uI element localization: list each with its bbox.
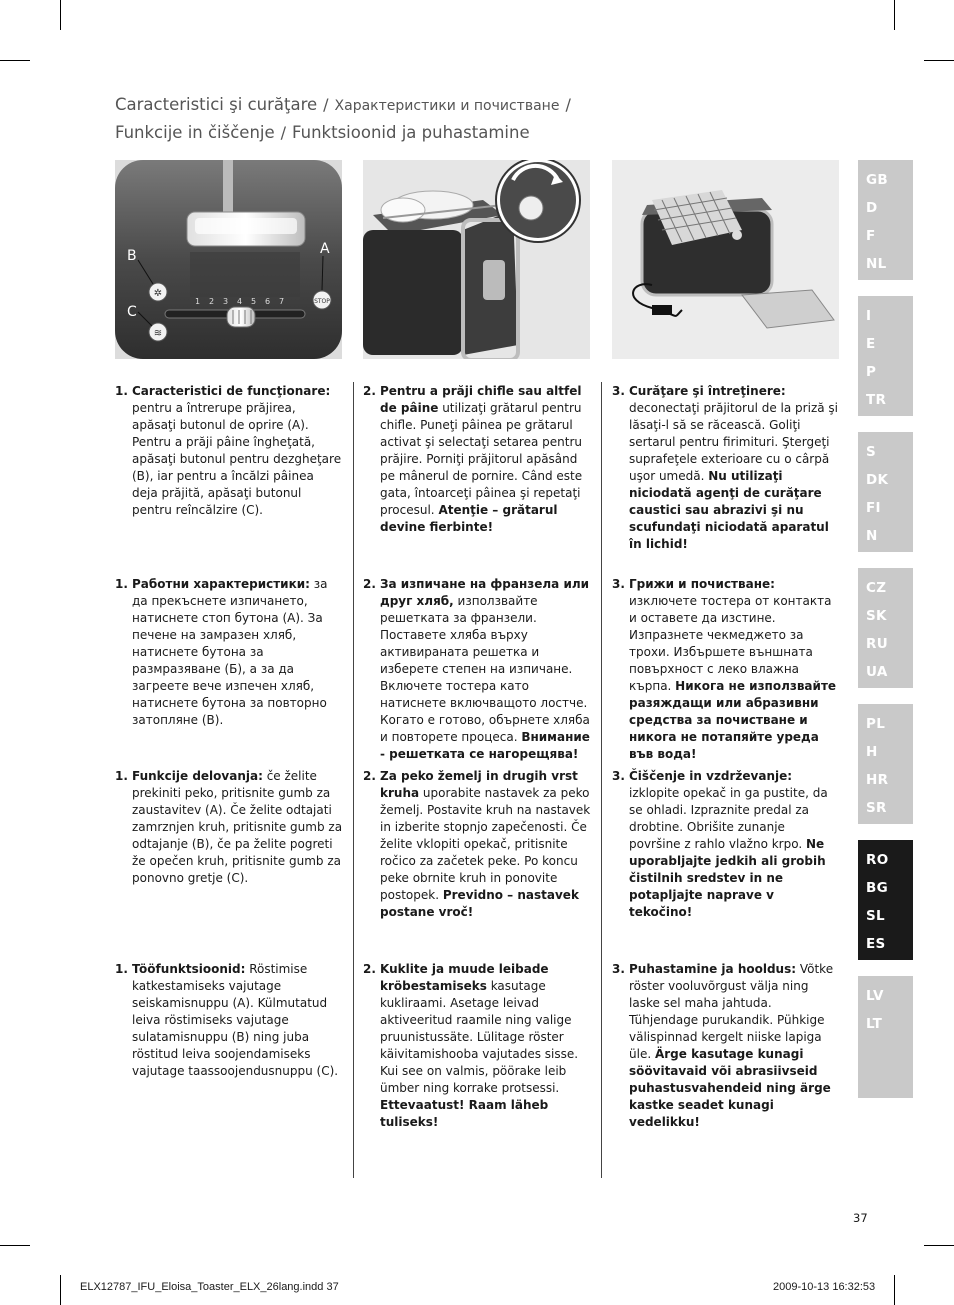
step-regular-text: izklopite opekač in ga pustite, da se ohladi. Izpraznite predal za drobtine. Obrišite zunanje površine z rahlo vlažno krpo. bbox=[629, 786, 828, 851]
step-number: 1. bbox=[115, 769, 128, 783]
step-bold-text: Ärge kasutage kunagi söövitavaid või abrasiivseid puhastusvahendeid ning ärge kastke seadet kunagi vedelikku! bbox=[629, 1047, 831, 1129]
svg-text:1: 1 bbox=[195, 297, 201, 306]
language-tab[interactable]: CZ bbox=[866, 580, 887, 596]
language-tab[interactable]: UA bbox=[866, 664, 888, 680]
crop-mark bbox=[0, 60, 30, 61]
language-tab[interactable]: F bbox=[866, 228, 876, 244]
step-regular-text: uporabite nastavek za peko žemelj. Postavite kruh na nastavek in izberite stopnjo zapečenosti. Če želite vklopiti opekač, pritisnite ročico za začetek peke. Po koncu peke obrnite kruh in ponovite postopek. bbox=[380, 786, 591, 902]
step-2-1 bbox=[115, 576, 343, 729]
svg-text:✲: ✲ bbox=[153, 288, 163, 299]
step-number: 1. bbox=[115, 962, 128, 976]
step-bold-text: Puhastamine ja hooldus: bbox=[629, 962, 797, 976]
language-group-2[interactable] bbox=[858, 296, 913, 416]
step-number: 2. bbox=[363, 962, 376, 976]
step-4-1 bbox=[115, 961, 343, 1080]
step-number: 1. bbox=[115, 577, 128, 591]
step-text bbox=[380, 383, 591, 536]
step-number: 2. bbox=[363, 769, 376, 783]
footer-left: ELX12787_IFU_Eloisa_Toaster_ELX_26lang.indd 37 bbox=[80, 1281, 339, 1293]
label-a: A bbox=[320, 241, 330, 257]
language-group-6[interactable] bbox=[858, 840, 913, 960]
language-tab[interactable]: TR bbox=[866, 392, 887, 408]
step-bold-text: Работни характеристики: bbox=[132, 577, 310, 591]
crop-mark bbox=[60, 0, 61, 30]
step-text bbox=[132, 768, 343, 887]
language-tab[interactable]: DK bbox=[866, 472, 889, 488]
control-panel-photo bbox=[115, 160, 342, 359]
language-tab[interactable]: E bbox=[866, 336, 876, 352]
step-bold-text: Tööfunktsioonid: bbox=[132, 962, 246, 976]
page-title-line-2: Funkcije in čiščenje / Funktsioonid ja puhastamine bbox=[115, 123, 530, 142]
step-bold-text: Caracteristici de funcţionare: bbox=[132, 384, 331, 398]
step-number: 3. bbox=[612, 577, 625, 591]
language-tab[interactable]: SL bbox=[866, 908, 885, 924]
step-regular-text: pentru a întrerupe prăjirea, apăsaţi butonul de oprire (A). Pentru a prăji pâine îngheţată, apăsaţi butonul pentru dezgheţare (B), iar pentru a încălzi pâinea deja prăjită, apăsaţi butonul pentru reîncălzire (C). bbox=[132, 401, 342, 517]
step-bold-text: Za peko žemelj in drugih vrst kruha bbox=[380, 769, 578, 800]
step-bold-text: Čiščenje in vzdrževanje: bbox=[629, 769, 793, 783]
title-bg: Характеристики и почистване bbox=[334, 98, 560, 114]
step-regular-text: deconectaţi prăjitorul de la priză şi lăsaţi-l să se răcească. Goliţi sertarul pentru firimituri. Ştergeţi suprafeţele exterioare cu o cârpă uşor umedă. bbox=[629, 401, 838, 483]
language-tab[interactable]: PL bbox=[866, 716, 886, 732]
step-3-3 bbox=[612, 768, 840, 921]
language-group-7[interactable] bbox=[858, 976, 913, 1098]
step-text bbox=[132, 576, 343, 729]
step-regular-text: използвайте решетката за франзели. Поставете хляба върху активираната решетка и изберете степен на изпичане. Включете тостера като натиснете включващото лостче. Когато е готово, обърнете хляба и повторете процеса. bbox=[380, 594, 590, 744]
step-regular-text: за да прекъснете изпичането, натиснете стоп бутона (А). За печене на замразен хляб, натиснете бутона за размразяване (Б), а за да загреете вече изпечен хляб, натиснете бутона за повторно затопляне (В). bbox=[132, 577, 328, 727]
language-tab[interactable]: LT bbox=[866, 1016, 883, 1032]
step-2-3 bbox=[612, 576, 840, 763]
language-group-3[interactable] bbox=[858, 432, 913, 552]
step-regular-text: Röstimise katkestamiseks vajutage seiskamisnuppu (A). Külmutatud leiva röstimiseks vajutage sulatamisnuppu (B) ning juba röstitud leiva soojendamiseks vajutage taassoojendusnuppu (C). bbox=[132, 962, 339, 1078]
step-text bbox=[629, 383, 840, 553]
step-bold-text: За изпичане на франзела или друг хляб, bbox=[380, 577, 590, 608]
label-c: C bbox=[127, 304, 137, 320]
svg-text:4: 4 bbox=[237, 297, 243, 306]
svg-text:2: 2 bbox=[209, 297, 215, 306]
language-tab[interactable]: LV bbox=[866, 988, 884, 1004]
language-tab[interactable]: GB bbox=[866, 172, 888, 188]
step-regular-text: utilizaţi grătarul pentru chifle. Puneţi pâinea pe grătarul activat şi selectaţi setarea pentru prăjire. Porniţi prăjitorul apăsând pe mânerul de pornire. Când este gata, întoarceţi pâinea şi repetaţi procesul. bbox=[380, 401, 583, 517]
stop-label: STOP bbox=[314, 298, 330, 305]
title-sl: Funkcije in čiščenje bbox=[115, 123, 275, 142]
crop-mark bbox=[924, 60, 954, 61]
language-tab[interactable]: N bbox=[866, 528, 878, 544]
crop-mark bbox=[0, 1245, 30, 1246]
language-tab[interactable]: ES bbox=[866, 936, 886, 952]
language-tab[interactable]: D bbox=[866, 200, 878, 216]
step-bold-text: Ettevaatust! Raam läheb tuliseks! bbox=[380, 1098, 549, 1129]
step-bold-text: Funkcije delovanja: bbox=[132, 769, 263, 783]
step-text bbox=[380, 576, 591, 763]
step-bold-text: Nu utilizaţi niciodată agenţi de curăţare caustici sau abrazivi şi nu scufundaţi niciodată aparatul în lichid! bbox=[629, 469, 829, 551]
step-bold-text: Внимание - решетката се нагорещява! bbox=[380, 730, 590, 761]
step-text bbox=[380, 961, 591, 1131]
crop-mark bbox=[924, 1245, 954, 1246]
step-bold-text: Pentru a prăji chifle sau altfel de pâine bbox=[380, 384, 582, 415]
language-tab[interactable]: RU bbox=[866, 636, 888, 652]
step-text bbox=[132, 383, 343, 519]
crop-mark bbox=[60, 1275, 61, 1305]
language-tab[interactable]: S bbox=[866, 444, 877, 460]
title-et: Funktsioonid ja puhastamine bbox=[292, 123, 530, 142]
language-group-5[interactable] bbox=[858, 704, 913, 824]
bun-rack-photo bbox=[363, 160, 590, 359]
step-text bbox=[132, 961, 343, 1080]
step-1-1 bbox=[115, 383, 343, 519]
step-1-2 bbox=[363, 383, 591, 536]
language-tab[interactable]: SR bbox=[866, 800, 887, 816]
step-bold-text: Грижи и почистване: bbox=[629, 577, 775, 591]
page-number: 37 bbox=[853, 1211, 868, 1225]
column-divider bbox=[353, 382, 354, 1178]
page-title-line-1: Caracteristici şi curăţare / Характеристики и почистване / bbox=[115, 95, 571, 114]
step-bold-text: Kuklite ja muude leibade kröbestamiseks bbox=[380, 962, 549, 993]
step-bold-text: Previdno – nastavek postane vroč! bbox=[380, 888, 579, 919]
svg-text:3: 3 bbox=[223, 297, 229, 306]
step-number: 1. bbox=[115, 384, 128, 398]
language-tab[interactable]: FI bbox=[866, 500, 881, 516]
step-bold-text: Ne uporabljajte jedkih ali grobih čistilnih sredstev in ne potapljajte naprave v tekočino! bbox=[629, 837, 826, 919]
step-regular-text: če želite prekiniti peko, pritisnite gumb za zaustavitev (A). Če želite odtajati zamrznjen kruh, pritisnite gumb za odtajanje (B), če pa želite pogreti že opečen kruh, pritisnite gumb za ponovno gretje (C). bbox=[132, 769, 343, 885]
svg-text:7: 7 bbox=[279, 297, 285, 306]
crop-mark bbox=[894, 0, 895, 30]
cleaning-photo bbox=[612, 160, 839, 359]
step-number: 3. bbox=[612, 769, 625, 783]
step-bold-text: Никога не използвайте разяждащи или абразивни средства за почистване и никога не потапяйте уреда във вода! bbox=[629, 679, 837, 761]
column-divider bbox=[601, 382, 602, 1178]
crop-mark bbox=[894, 1275, 895, 1305]
step-number: 2. bbox=[363, 577, 376, 591]
step-text bbox=[629, 961, 840, 1131]
step-number: 3. bbox=[612, 962, 625, 976]
language-tab[interactable]: RO bbox=[866, 852, 889, 868]
language-tab[interactable]: BG bbox=[866, 880, 888, 896]
step-regular-text: kasutage kukliraami. Asetage leivad aktiveeritud raamile ning valige pruunistussäte. Lülitage röster käivitamishooba vajutades sisse. Kui see on valmis, pöörake leib ümber ning korrake protsessi. bbox=[380, 979, 579, 1095]
step-bold-text: Curăţare şi întreţinere: bbox=[629, 384, 786, 398]
language-tab[interactable]: SK bbox=[866, 608, 887, 624]
step-text bbox=[380, 768, 591, 921]
step-number: 3. bbox=[612, 384, 625, 398]
svg-text:6: 6 bbox=[265, 297, 271, 306]
language-tab[interactable]: NL bbox=[866, 256, 887, 272]
step-regular-text: Võtke röster vooluvõrgust välja ning laske sel maha jahtuda. Tühjendage purukandik. Pühkige välispinnad kergelt niiske lapiga üle. bbox=[629, 962, 834, 1061]
step-3-1 bbox=[115, 768, 343, 887]
step-2-2 bbox=[363, 576, 591, 763]
step-number: 2. bbox=[363, 384, 376, 398]
label-b: B bbox=[127, 248, 137, 264]
title-ro: Caracteristici şi curăţare bbox=[115, 95, 318, 114]
step-text bbox=[629, 768, 840, 921]
step-1-3 bbox=[612, 383, 840, 553]
step-text bbox=[629, 576, 840, 763]
step-regular-text: изключете тостера от контакта и оставете да изстине. Изпразнете чекмеджето за трохи. Избършете външната повърхност с леко влажна кърпа. bbox=[629, 594, 832, 693]
step-4-3 bbox=[612, 961, 840, 1131]
step-4-2 bbox=[363, 961, 591, 1131]
step-bold-text: Atenţie – grătarul devine fierbinte! bbox=[380, 503, 558, 534]
svg-text:5: 5 bbox=[251, 297, 257, 306]
language-group-1[interactable] bbox=[858, 160, 913, 280]
language-tab[interactable]: I bbox=[866, 308, 872, 324]
language-tab[interactable]: P bbox=[866, 364, 877, 380]
svg-text:≋: ≋ bbox=[153, 328, 163, 339]
language-tab[interactable]: H bbox=[866, 744, 878, 760]
step-3-2 bbox=[363, 768, 591, 921]
language-group-4[interactable] bbox=[858, 568, 913, 688]
language-tab[interactable]: HR bbox=[866, 772, 889, 788]
footer-right: 2009-10-13 16:32:53 bbox=[773, 1281, 876, 1293]
